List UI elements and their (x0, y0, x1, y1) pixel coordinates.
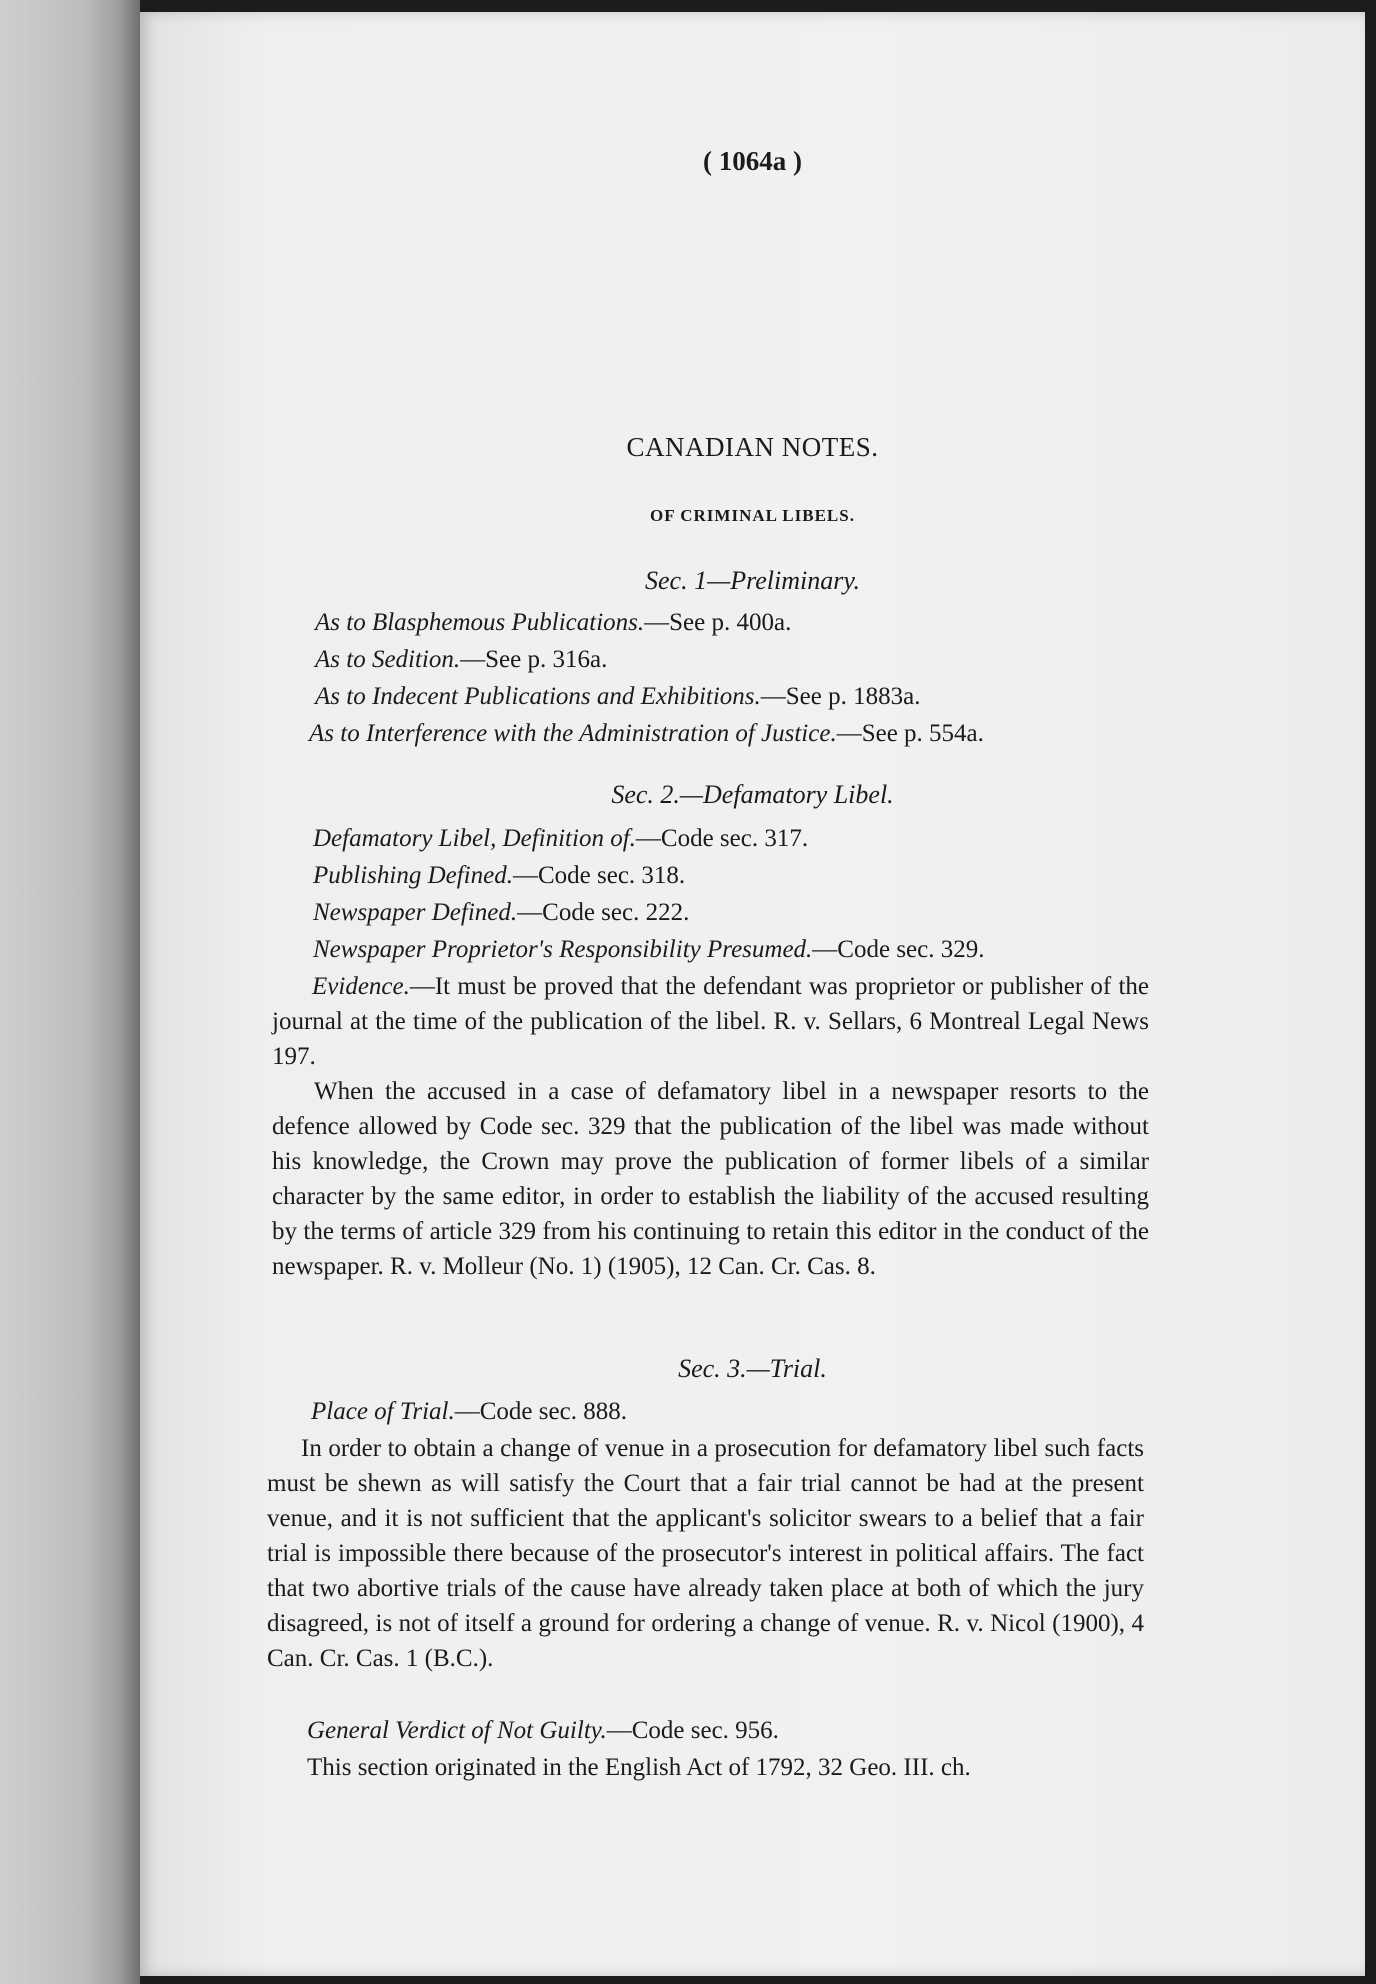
entry-lead: Newspaper Defined. (313, 899, 518, 926)
entry-interference (309, 716, 984, 751)
page-subheading: OF CRIMINAL LIBELS. (650, 506, 855, 525)
entry-text: —See p. 554a. (836, 720, 984, 747)
entry-lead: General Verdict of Not Guilty. (307, 1717, 607, 1744)
entry-lead: Newspaper Proprietor's Responsibility Presumed. (313, 936, 813, 963)
entry-publishing (313, 858, 685, 893)
paragraph-evidence (272, 969, 1149, 1074)
entry-indecent (315, 679, 920, 714)
closing-line: This section originated in the English Act of 1792, 32 Geo. III. ch. (307, 1754, 971, 1781)
entry-blasphemous (315, 605, 791, 640)
entry-text: —Code sec. 888. (454, 1398, 627, 1425)
entry-lead: Defamatory Libel, Definition of. (313, 825, 636, 852)
entry-sedition (315, 642, 607, 677)
book-binding (0, 0, 140, 1984)
entry-lead: As to Interference with the Administration of Justice. (309, 720, 837, 747)
paragraph-text: In order to obtain a change of venue in a prosecution for defamatory libel such facts must be shewn as will satisfy the Court that a fair trial cannot be had at the present venue, and it is not sufficient that the applicant's solicitor swears to a belief that a fair trial is impossible there because of the prosecutor's interest in political affairs. The fact that two abortive trials of the cause have already taken place at both of which the jury disagreed, is not of itself a ground for ordering a change of venue. R. v. Nicol (1900), 4 Can. Cr. Cas. 1 (B.C.). (267, 1435, 1144, 1672)
page-number: ( 1064a ) (703, 146, 802, 176)
entry-lead: As to Sedition. (315, 646, 461, 673)
entry-text: —See p. 1883a. (760, 683, 921, 710)
entry-place-of-trial (311, 1394, 627, 1429)
entry-text: —Code sec. 329. (812, 936, 985, 963)
section-2-title: Sec. 2.—Defamatory Libel. (611, 780, 894, 809)
entry-newspaper (313, 895, 689, 930)
paragraph-nicol (267, 1431, 1144, 1676)
paragraph-lead: Evidence. (312, 973, 410, 1000)
entry-definition (313, 821, 808, 856)
entry-proprietor (313, 932, 985, 967)
paragraph-text: When the accused in a case of defamatory libel in a newspaper resorts to the defence allowed by Code sec. 329 that the publication of the libel was made without his knowledge, the Crown may prove the publication of former libels of a similar character by the same editor, in order to establish the liability of the accused resulting by the terms of article 329 from his continuing to retain this editor in the conduct of the newspaper. R. v. Molleur (No. 1) (1905), 12 Can. Cr. Cas. 8. (272, 1078, 1149, 1280)
paragraph-text: —It must be proved that the defendant was proprietor or publisher of the journal at the time of the publication of the libel. R. v. Sellars, 6 Montreal Legal News 197. (272, 973, 1149, 1070)
entry-general-verdict (307, 1713, 779, 1748)
section-3-title: Sec. 3.—Trial. (678, 1354, 827, 1383)
entry-text: —See p. 400a. (644, 609, 792, 636)
page-heading: CANADIAN NOTES. (626, 432, 879, 462)
paragraph-molleur (272, 1074, 1149, 1284)
entry-lead: As to Blasphemous Publications. (315, 609, 645, 636)
section-1-title: Sec. 1—Preliminary. (645, 566, 860, 595)
entry-text: —Code sec. 222. (517, 899, 690, 926)
entry-text: —Code sec. 318. (512, 862, 686, 889)
entry-text: —See p. 316a. (460, 646, 608, 673)
entry-lead: Publishing Defined. (313, 862, 513, 889)
entry-lead: As to Indecent Publications and Exhibitions. (315, 683, 761, 710)
entry-text: —Code sec. 317. (635, 825, 809, 852)
entry-lead: Place of Trial. (311, 1398, 455, 1425)
entry-text: —Code sec. 956. (606, 1717, 779, 1744)
